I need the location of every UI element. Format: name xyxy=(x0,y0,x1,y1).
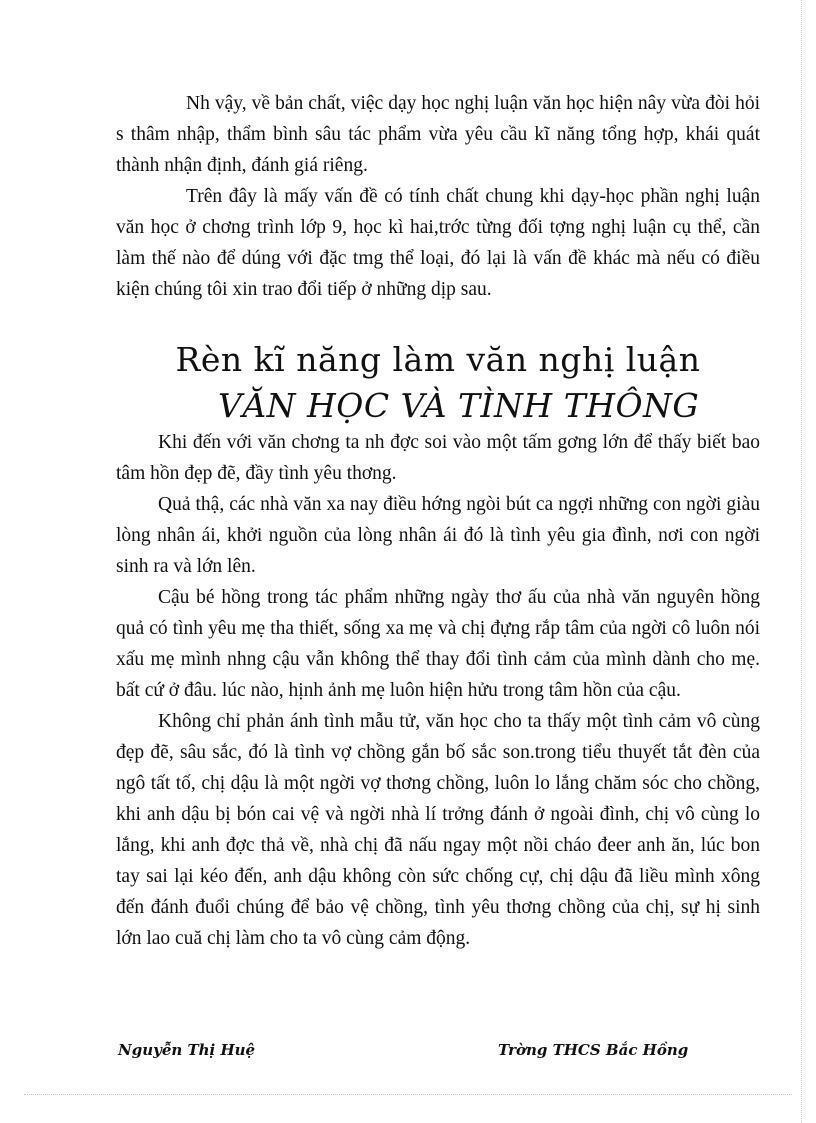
page-right-divider xyxy=(801,0,802,1123)
section-title: Rèn kĩ năng làm văn nghị luận xyxy=(175,340,701,379)
footer-author: Nguyễn Thị Huệ xyxy=(118,1041,256,1059)
essay-section xyxy=(116,427,760,954)
essay-paragraph-2: Quả thậ, các nhà văn xa nay điều hớng ngòi bút ca ngợi những con ngời giàu lòng nhân ái, khởi nguồn của lòng nhân ái đó là tình yêu gia đình, nơi con ngời sinh ra và lớn lên. xyxy=(116,494,760,577)
footer-school: Trờng THCS Bắc Hồng xyxy=(498,1041,689,1059)
intro-section xyxy=(116,88,760,305)
essay-paragraph-3: Cậu bé hồng trong tác phẩm những ngày thơ ấu của nhà văn nguyên hồng quả có tình yêu mẹ tha thiết, sống xa mẹ và chị đựng rắp tâm của ngời cô luôn nói xấu mẹ mình nhng cậu vẫn không thể thay đổi tình cảm của mình dành cho mẹ. bất cứ ở đâu. lúc nào, hịnh ảnh mẹ luôn hiện hửu trong tâm hồn của cậu. xyxy=(116,587,760,701)
intro-paragraph-1: Nh vậy, về bản chất, việc dạy học nghị luận văn học hiện nây vừa đòi hỏi s thâm nhập, thẩm bình sâu tác phẩm vừa yêu cầu kĩ năng tổng hợp, khái quát thành nhận định, đánh giá riêng. xyxy=(116,93,760,176)
essay-paragraph-4: Không chỉ phản ánh tình mẫu tử, văn học cho ta thấy một tình cảm vô cùng đẹp đẽ, sâu sắc, đó là tình vợ chồng gắn bố sắc son.trong tiểu thuyết tắt đèn của ngô tất tố, chị dậu là một ngời vợ thơng chồng, luôn lo lắng chăm sóc cho chồng, khi anh dậu bị bón cai vệ và ngời nhà lí trởng đánh ở ngoài đình, chị vô cùng lo lắng, khi anh đợc thả về, nhà chị đã nấu ngay một nồi cháo đeer anh ăn, lúc bon tay sai lại kéo đến, anh dậu không còn sức chống cự, chị dậu đã liều mình xông đến đánh đuổi chúng để bảo vệ chồng, tình yêu thơng chồng của chị, sự hị sinh lớn lao cuă chị làm cho ta vô cùng cảm động. xyxy=(116,711,760,949)
section-subtitle: VĂN HỌC VÀ TÌNH THÔNG xyxy=(218,386,700,425)
intro-paragraph-2: Trên đây là mấy vấn đề có tính chất chung khi dạy-học phần nghị luận văn học ở chơng trình lớp 9, học kì hai,trớc từng đối tợng nghị luận cụ thể, cần làm thế nào để dúng với đặc tmg thể loại, đó lại là vấn đề khác mà nếu có điều kiện chúng tôi xin trao đổi tiếp ở những dịp sau. xyxy=(116,186,760,300)
essay-paragraph-1: Khi đến với văn chơng ta nh đợc soi vào một tấm gơng lớn để thấy biết bao tâm hồn đẹp đẽ, đầy tình yêu thơng. xyxy=(116,432,760,484)
page-bottom-divider xyxy=(24,1094,792,1095)
